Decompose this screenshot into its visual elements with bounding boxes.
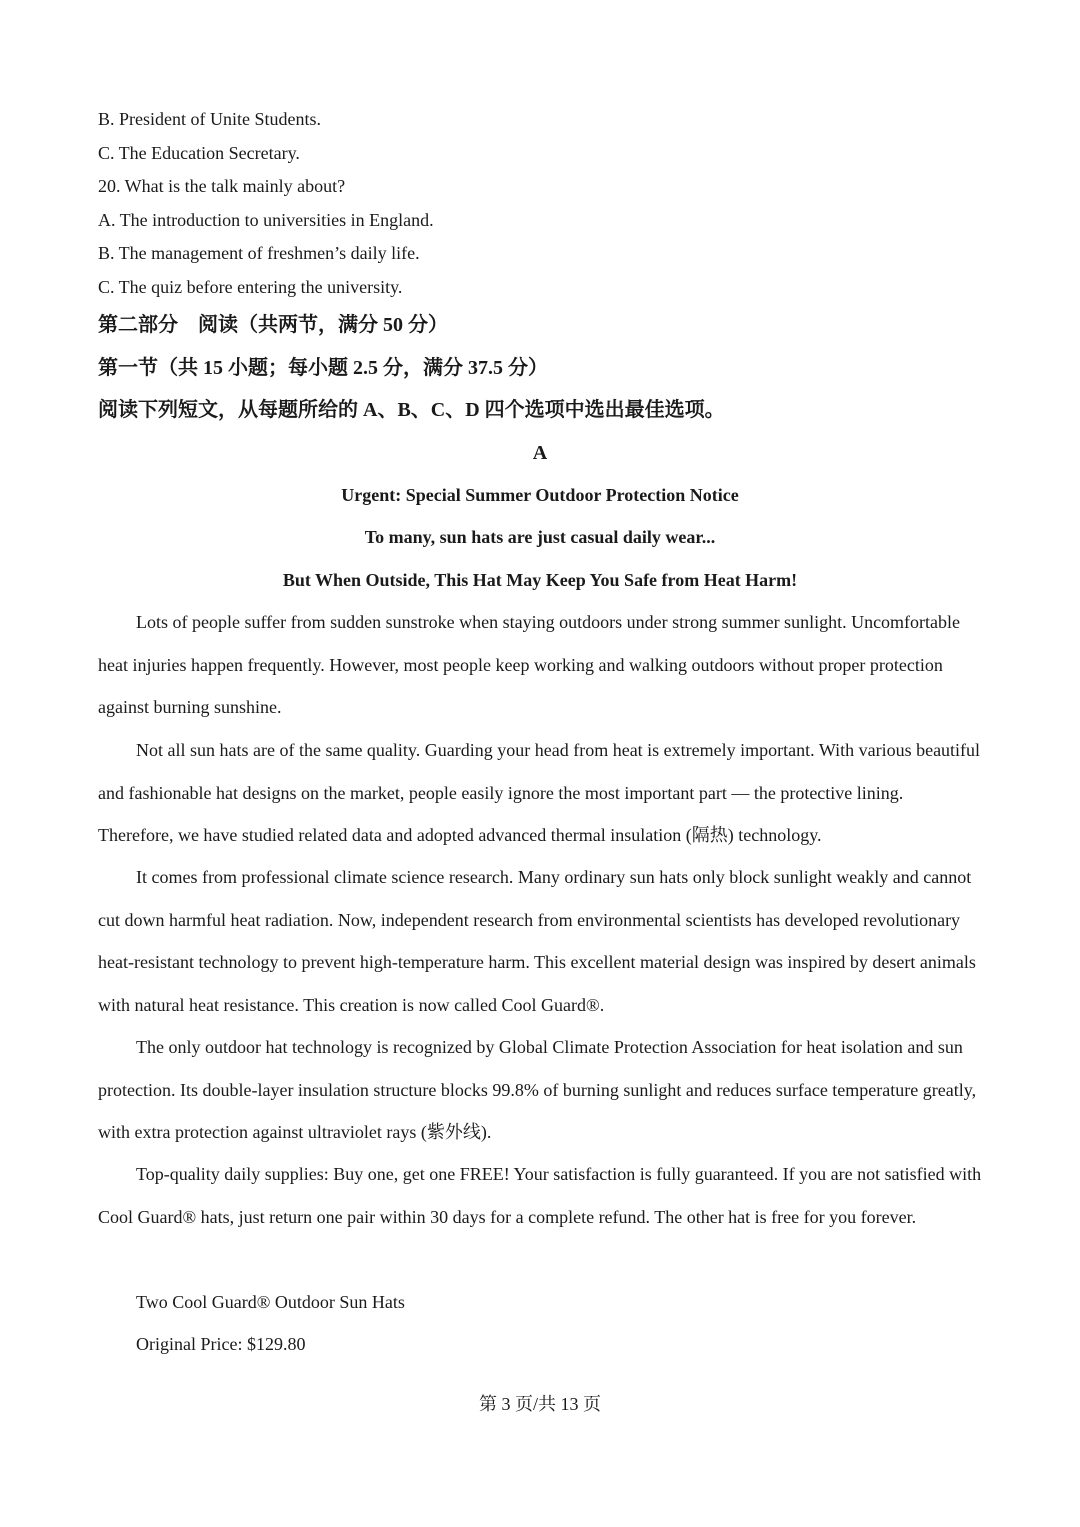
passage-letter: A xyxy=(532,442,548,464)
q19-option-c: C. The Education Secretary. xyxy=(98,143,300,163)
q20-option-b: B. The management of freshmen’s daily life. xyxy=(98,243,420,263)
passage-title: Urgent: Special Summer Outdoor Protection Notice xyxy=(341,485,739,505)
reading-instruction: 阅读下列短文，从每题所给的 A、B、C、D 四个选项中选出最佳选项。 xyxy=(98,399,725,421)
page-number: 第 3 页/共 13 页 xyxy=(478,1394,601,1414)
paragraph-5: Top-quality daily supplies: Buy one, get one FREE! Your satisfaction is fully guaranteed. If you are not satisfied with Cool Guard® hats, just return one pair within 30 days for a complete refund. The other hat is free for you forever. xyxy=(98,1164,982,1227)
paragraph-1: Lots of people suffer from sudden sunstroke when staying outdoors under strong summer sunlight. Uncomfortable heat injuries happen frequently. However, most people keep working and walking outdoors without proper protection against burning sunshine. xyxy=(98,612,961,718)
q20-stem: 20. What is the talk mainly about? xyxy=(98,176,346,196)
part-two-heading: 第二部分 阅读（共两节，满分 50 分） xyxy=(98,314,448,336)
q19-option-b: B. President of Unite Students. xyxy=(98,109,321,129)
q20-option-a: A. The introduction to universities in England. xyxy=(98,210,434,230)
q20-option-c: C. The quiz before entering the university. xyxy=(98,277,403,297)
product-name: Two Cool Guard® Outdoor Sun Hats xyxy=(136,1292,405,1312)
paragraph-3: It comes from professional climate science research. Many ordinary sun hats only block sunlight weakly and cannot cut down harmful heat radiation. Now, independent research from environmental scientists has developed revolutionary heat-resistant technology to prevent high-temperature harm. This excellent material design was inspired by desert animals with natural heat resistance. This creation is now called Cool Guard®. xyxy=(98,867,976,1015)
original-price: Original Price: $129.80 xyxy=(136,1334,306,1354)
section-one-heading: 第一节（共 15 小题；每小题 2.5 分，满分 37.5 分） xyxy=(98,357,548,379)
passage-subtitle-1: To many, sun hats are just casual daily wear... xyxy=(364,527,716,547)
paragraph-2: Not all sun hats are of the same quality. Guarding your head from heat is extremely important. With various beautiful and fashionable hat designs on the market, people easily ignore the most important part — the protective lining. Therefore, we have studied related data and adopted advanced thermal insulation (隔热) technology. xyxy=(98,740,981,846)
passage-subtitle-2: But When Outside, This Hat May Keep You Safe from Heat Harm! xyxy=(282,570,798,590)
paragraph-4: The only outdoor hat technology is recognized by Global Climate Protection Association for heat isolation and sun protection. Its double-layer insulation structure blocks 99.8% of burning sunlight and reduces surface temperature greatly, with extra protection against ultraviolet rays (紫外线). xyxy=(98,1037,977,1143)
